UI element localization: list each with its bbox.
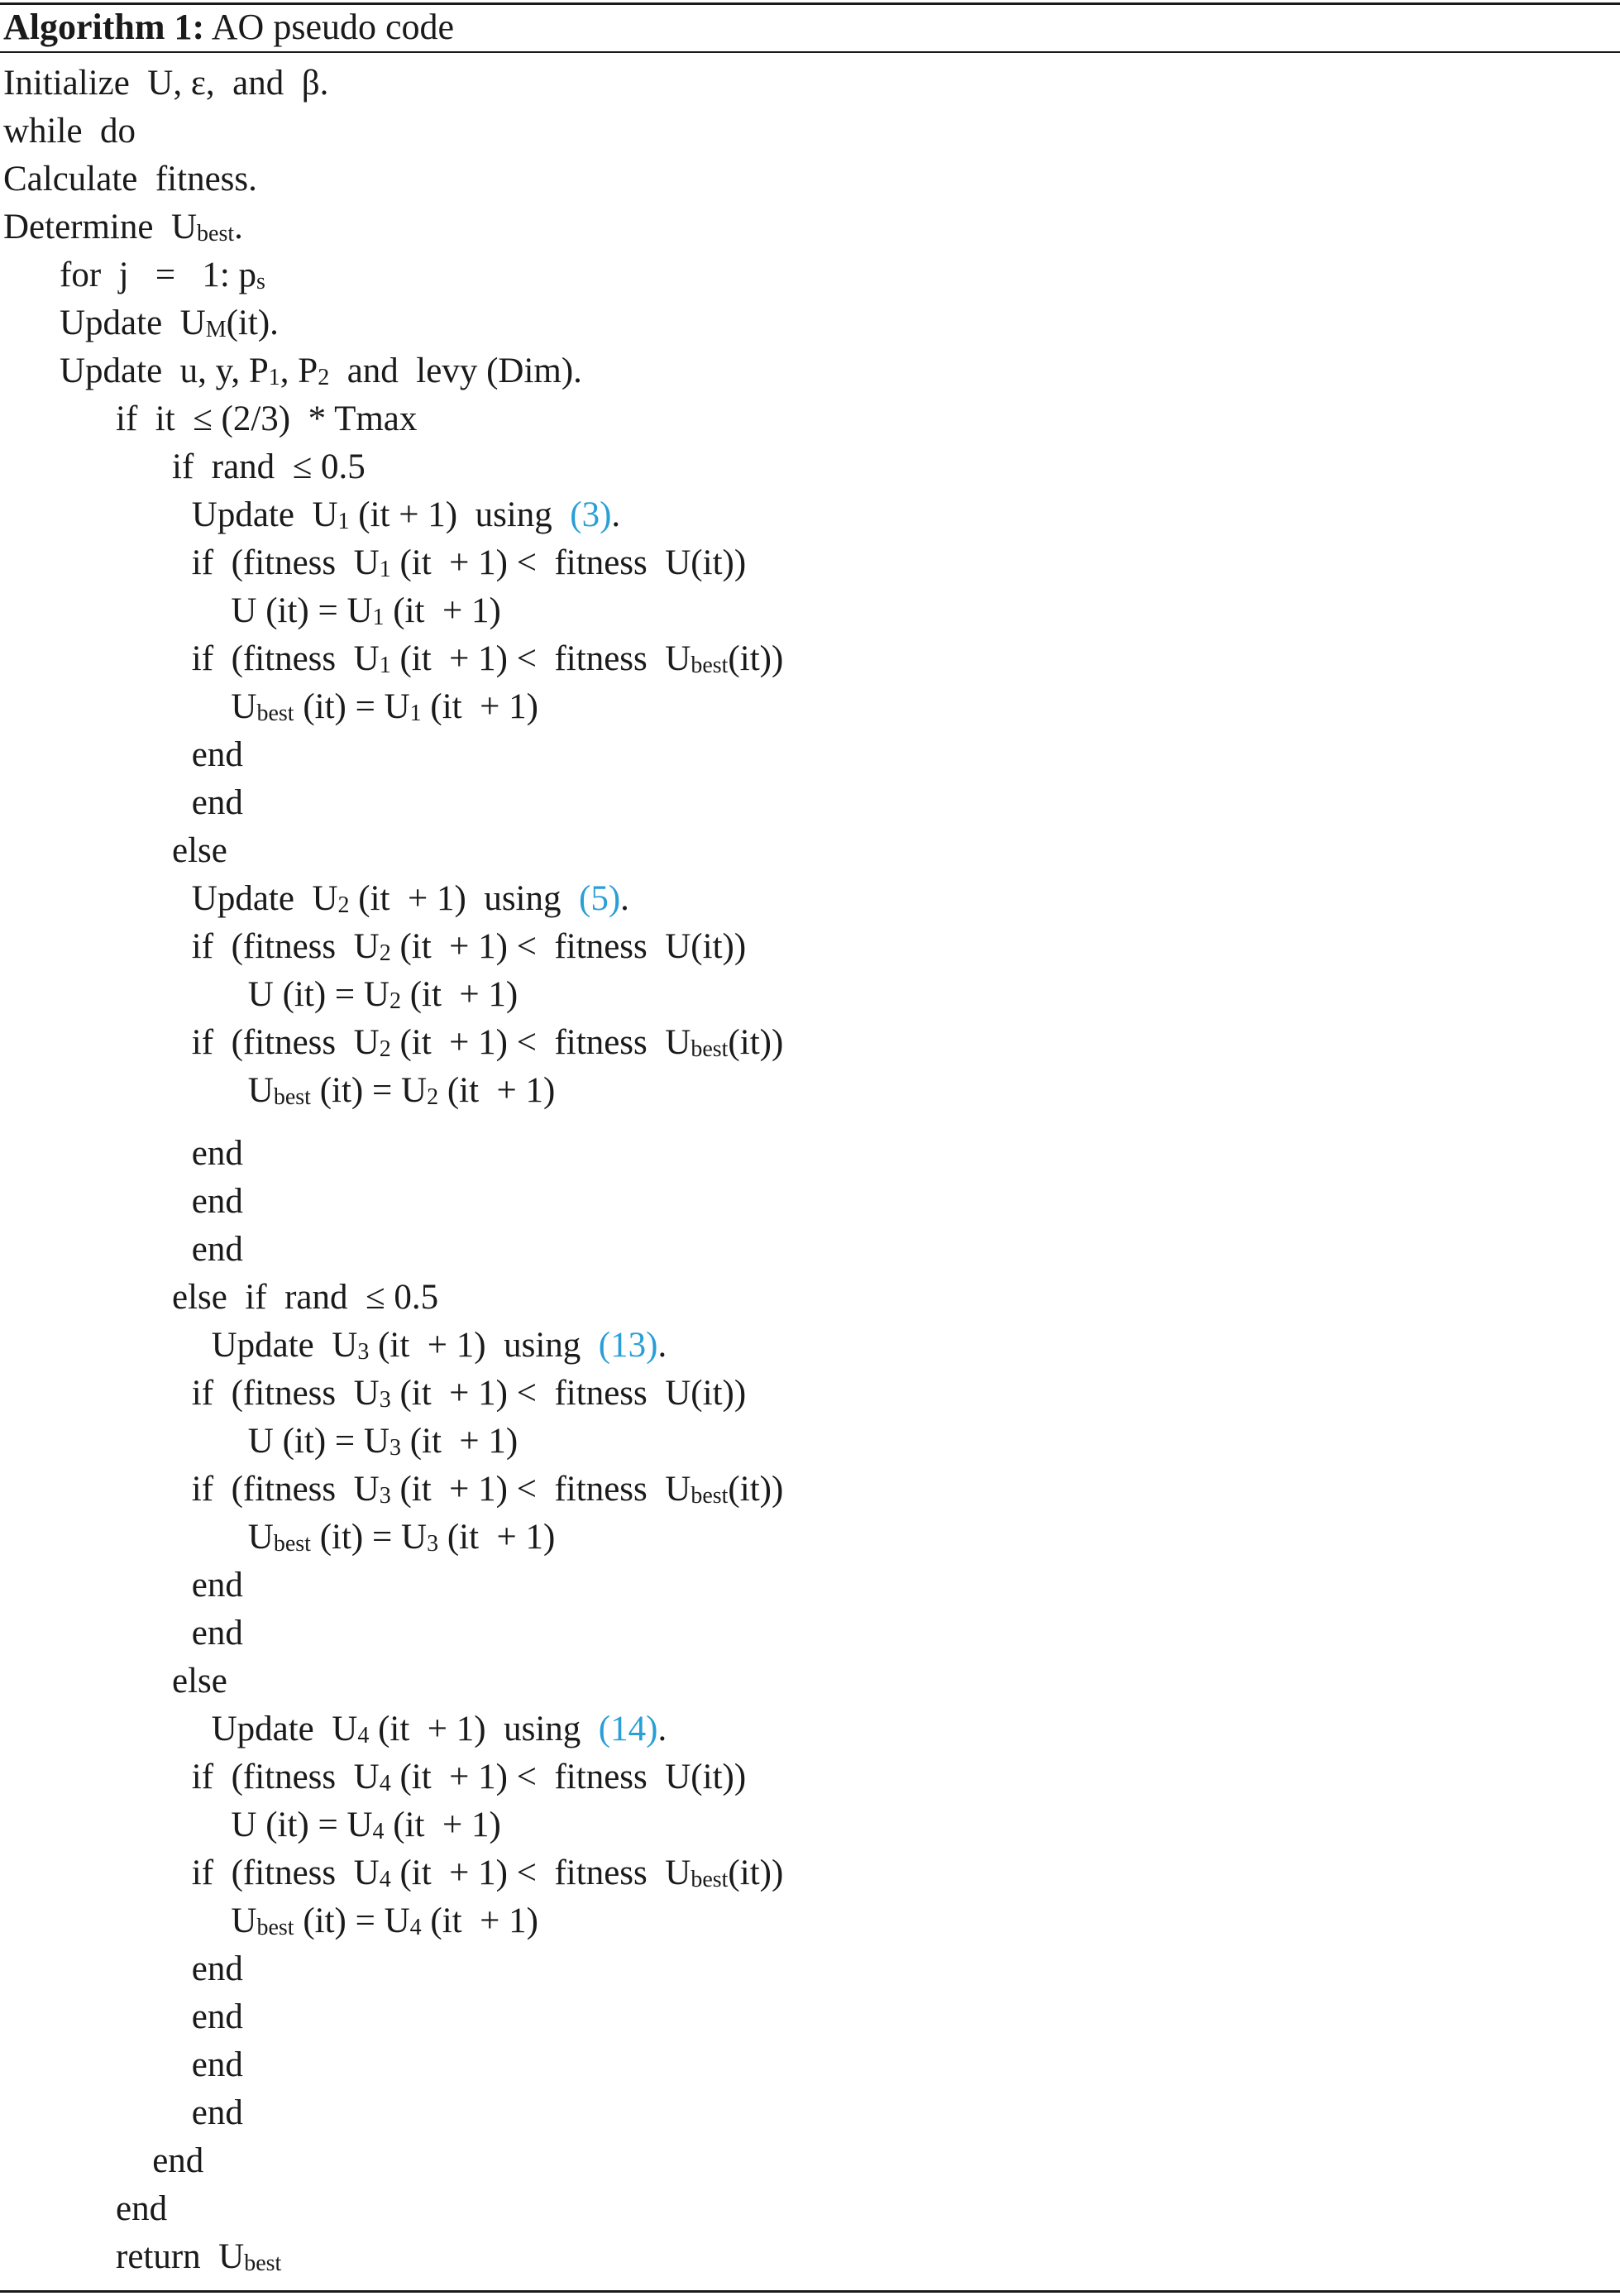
code-text: end [191, 1949, 243, 1988]
subscript: 1 [409, 700, 422, 726]
subscript: 1 [379, 652, 391, 678]
subscript: best [197, 220, 235, 246]
code-text: Update U [211, 1710, 358, 1748]
code-text: end [191, 1997, 243, 2036]
code-text: if (fitness U [191, 1854, 380, 1892]
code-text: (it)) [728, 1854, 784, 1892]
code-text: (it + 1) < fitness U [390, 1470, 691, 1509]
code-line [0, 1226, 1620, 1274]
code-text: (it) = U [294, 1901, 410, 1940]
code-line [0, 1019, 1620, 1067]
code-text: (it + 1) < fitness U(it)) [390, 1758, 747, 1796]
code-text: . [234, 208, 243, 246]
code-text: (it + 1) [400, 1422, 518, 1461]
code-text: end [191, 2045, 243, 2084]
code-text: (it + 1) [438, 1071, 556, 1110]
code-line [0, 779, 1620, 827]
code-text: Update u, y, P [60, 352, 269, 390]
subscript: 2 [427, 1083, 439, 1110]
code-text: U (it) = U [247, 1422, 389, 1461]
subscript: 3 [389, 1434, 401, 1461]
code-text: if rand ≤ 0.5 [172, 447, 366, 486]
code-line [0, 1322, 1620, 1370]
code-text: if (fitness U [191, 927, 380, 966]
code-text: Update U [211, 1326, 358, 1365]
equation-reference-link[interactable]: (5) [579, 879, 621, 918]
code-text: Initialize U, ε, and β. [3, 64, 329, 103]
code-text: if it ≤ (2/3) * Tmax [116, 399, 418, 438]
code-text: Calculate fitness. [3, 160, 257, 199]
equation-reference-link[interactable]: (14) [598, 1710, 658, 1748]
code-line [0, 2185, 1620, 2233]
subscript: 3 [379, 1386, 391, 1413]
code-text: (it + 1) using [369, 1326, 599, 1365]
code-text: (it + 1) [384, 1806, 501, 1844]
code-line [0, 2137, 1620, 2185]
code-text: if (fitness U [191, 1023, 380, 1062]
code-line [0, 491, 1620, 539]
code-line [0, 1370, 1620, 1418]
code-text: end [191, 1182, 243, 1221]
code-text: (it)) [728, 1470, 784, 1509]
code-text: (it + 1) < fitness U(it)) [390, 927, 747, 966]
subscript: best [273, 1083, 311, 1110]
code-line [0, 299, 1620, 347]
code-text: end [191, 1134, 243, 1173]
code-line [0, 683, 1620, 731]
code-text: return U [116, 2237, 245, 2276]
code-text: Update U [191, 495, 338, 534]
code-text: else [172, 1662, 227, 1700]
code-line [0, 1274, 1620, 1322]
code-text: end [152, 2141, 204, 2180]
subscript: 3 [427, 1530, 439, 1557]
subscript: 4 [379, 1866, 391, 1892]
subscript: 4 [379, 1770, 391, 1796]
subscript: best [691, 1036, 729, 1062]
algorithm-label: Algorithm 1: [3, 7, 205, 47]
code-line [0, 731, 1620, 779]
code-text: end [191, 2093, 243, 2132]
caption-rule [0, 51, 1620, 53]
code-line [0, 1130, 1620, 1178]
code-text: if (fitness U [191, 1374, 380, 1413]
code-text: (it + 1) [400, 975, 518, 1014]
subscript: 4 [357, 1722, 370, 1748]
subscript: 4 [409, 1914, 422, 1940]
code-line [0, 155, 1620, 203]
code-line [0, 443, 1620, 491]
code-text: (it). [226, 304, 279, 342]
code-line [0, 108, 1620, 155]
code-text: . [657, 1326, 667, 1365]
code-text: (it + 1) [421, 1901, 538, 1940]
code-line [0, 1849, 1620, 1897]
code-text: U [231, 687, 257, 726]
code-line [0, 539, 1620, 587]
equation-reference-link[interactable]: (3) [570, 495, 612, 534]
code-line [0, 251, 1620, 299]
code-line [0, 1178, 1620, 1226]
line-gap [0, 1115, 1620, 1130]
code-line [0, 587, 1620, 635]
code-text: while do [3, 112, 136, 151]
subscript: best [256, 700, 294, 726]
code-line [0, 1945, 1620, 1993]
code-text: end [191, 1566, 243, 1605]
subscript: best [273, 1530, 311, 1557]
code-text: (it + 1) [421, 687, 538, 726]
subscript: 1 [379, 556, 391, 582]
code-text: (it + 1) [384, 591, 501, 630]
code-text: Update U [191, 879, 338, 918]
code-line [0, 1514, 1620, 1562]
code-text: end [191, 783, 243, 822]
code-line [0, 1466, 1620, 1514]
subscript: 1 [268, 364, 280, 390]
subscript: best [244, 2250, 282, 2276]
code-line [0, 347, 1620, 395]
code-line [0, 1705, 1620, 1753]
code-text: if (fitness U [191, 1470, 380, 1509]
code-text: end [191, 735, 243, 774]
code-text: . [657, 1710, 667, 1748]
subscript: 2 [318, 364, 330, 390]
code-line [0, 203, 1620, 251]
code-text: U (it) = U [231, 591, 373, 630]
code-text: (it)) [728, 639, 784, 678]
algorithm-title: AO pseudo code [211, 7, 455, 47]
code-line [0, 2089, 1620, 2137]
code-text: Update U [60, 304, 206, 342]
code-line [0, 395, 1620, 443]
code-line [0, 1610, 1620, 1657]
bottom-rule [0, 2290, 1620, 2293]
code-text: if (fitness U [191, 543, 380, 582]
pseudocode-body [0, 60, 1620, 2281]
subscript: 2 [337, 892, 350, 918]
subscript: best [256, 1914, 294, 1940]
code-text: U (it) = U [231, 1806, 373, 1844]
code-text: , P [280, 352, 318, 390]
subscript: 2 [379, 940, 391, 966]
code-line [0, 2233, 1620, 2281]
code-text: for j = 1: p [60, 256, 257, 294]
code-line [0, 827, 1620, 875]
code-text: and levy (Dim). [329, 352, 582, 390]
code-line [0, 923, 1620, 971]
subscript: 2 [379, 1036, 391, 1062]
code-text: (it + 1) using [349, 495, 571, 534]
code-line [0, 971, 1620, 1019]
algorithm-caption [3, 5, 454, 50]
code-line [0, 1753, 1620, 1801]
code-text: (it + 1) < fitness U [390, 639, 691, 678]
equation-reference-link[interactable]: (13) [598, 1326, 658, 1365]
code-text: (it + 1) < fitness U(it)) [390, 1374, 747, 1413]
subscript: 3 [357, 1338, 370, 1365]
subscript: best [691, 1866, 729, 1892]
code-text: if (fitness U [191, 1758, 380, 1796]
code-text: . [620, 879, 629, 918]
code-text: . [611, 495, 621, 534]
code-text: else [172, 831, 227, 870]
code-line [0, 1562, 1620, 1610]
code-text: (it) = U [310, 1518, 428, 1557]
code-text: (it + 1) < fitness U(it)) [390, 543, 747, 582]
subscript: 1 [372, 604, 385, 630]
code-text: (it)) [728, 1023, 784, 1062]
code-text: Determine U [3, 208, 198, 246]
code-text: (it) = U [310, 1071, 428, 1110]
code-text: (it) = U [294, 687, 410, 726]
subscript: 1 [337, 508, 350, 534]
subscript: best [691, 1482, 729, 1509]
subscript: 4 [372, 1818, 385, 1844]
code-line [0, 635, 1620, 683]
code-text: if (fitness U [191, 639, 380, 678]
code-text: U [247, 1518, 274, 1557]
code-text: (it + 1) using [349, 879, 579, 918]
code-text: (it + 1) < fitness U [390, 1023, 691, 1062]
code-line [0, 1993, 1620, 2041]
code-line [0, 1067, 1620, 1115]
code-text: U [247, 1071, 274, 1110]
code-text: else if rand ≤ 0.5 [172, 1278, 439, 1317]
code-line [0, 1418, 1620, 1466]
code-line [0, 875, 1620, 923]
code-text: end [116, 2189, 168, 2228]
code-line [0, 2041, 1620, 2089]
subscript: 2 [389, 988, 401, 1014]
code-text: (it + 1) < fitness U [390, 1854, 691, 1892]
code-line [0, 60, 1620, 108]
code-text: (it + 1) [438, 1518, 556, 1557]
subscript: 3 [379, 1482, 391, 1509]
code-text: end [191, 1614, 243, 1653]
subscript: M [205, 316, 227, 342]
code-text: (it + 1) using [369, 1710, 599, 1748]
subscript: s [256, 268, 265, 294]
code-text: U (it) = U [247, 975, 389, 1014]
subscript: best [691, 652, 729, 678]
code-text: U [231, 1901, 257, 1940]
code-line [0, 1897, 1620, 1945]
code-line [0, 1657, 1620, 1705]
code-text: end [191, 1230, 243, 1269]
code-line [0, 1801, 1620, 1849]
